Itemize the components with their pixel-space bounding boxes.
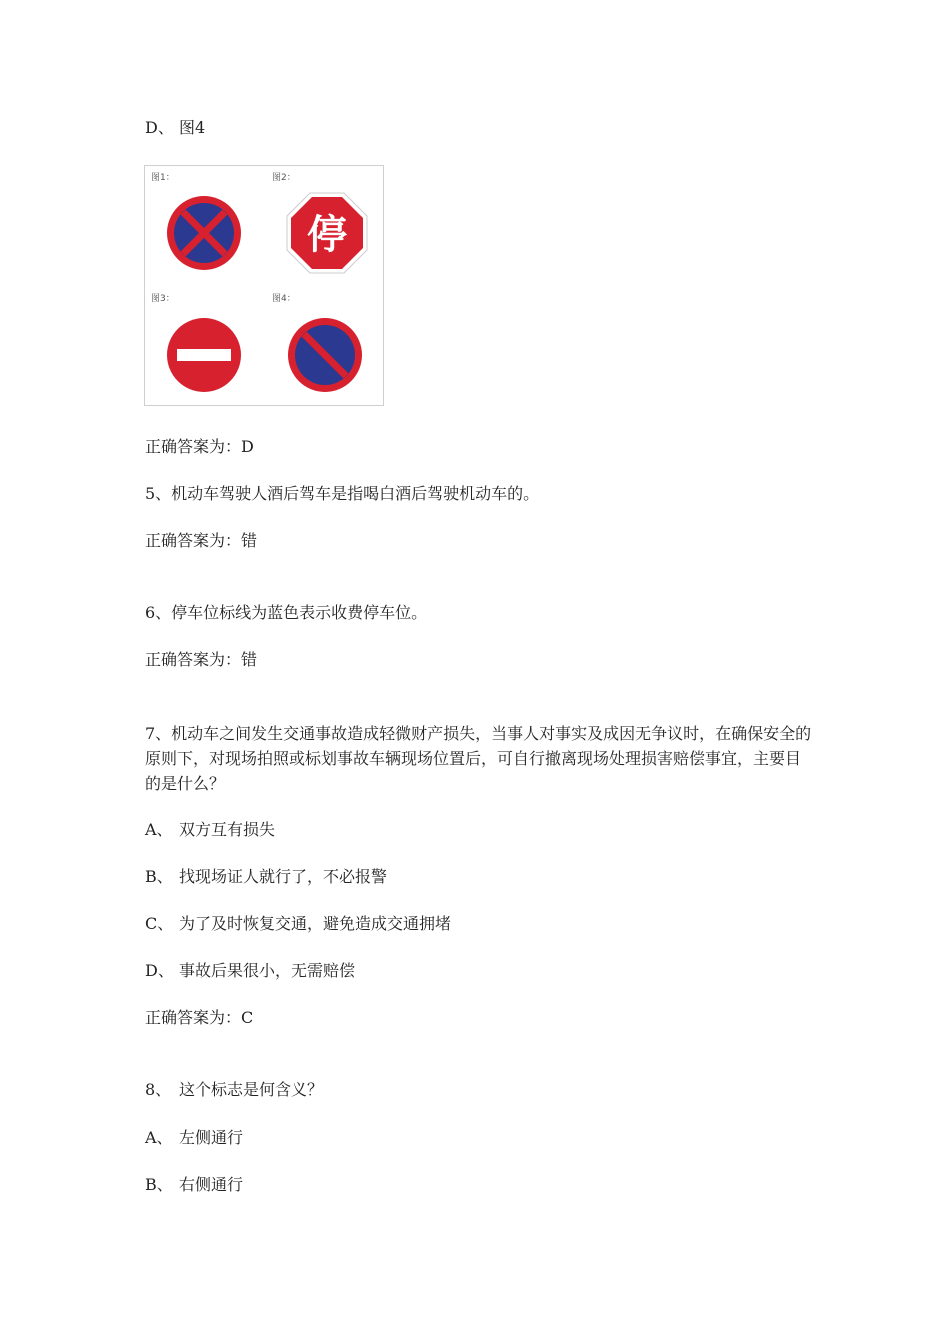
q4-option-d (145, 116, 205, 140)
option-text: 右侧通行 (179, 1175, 244, 1194)
q6-answer: 正确答案为：错 (145, 650, 258, 669)
option-letter: A、 (145, 1128, 173, 1147)
q6-question: 6、停车位标线为蓝色表示收费停车位。 (145, 603, 428, 622)
q7-answer: 正确答案为：C (145, 1008, 254, 1027)
q8-option-a (145, 1126, 243, 1150)
question-text: 这个标志是何含义？ (179, 1080, 324, 1099)
q7-option-a (145, 818, 275, 842)
option-text: 双方互有损失 (179, 820, 276, 839)
traffic-signs-figure (144, 165, 384, 406)
no-entry-sign-icon (163, 314, 245, 396)
option-text: 事故后果很小，无需赔偿 (179, 961, 356, 980)
q5-answer: 正确答案为：错 (145, 531, 258, 550)
option-letter: D、 (145, 961, 174, 980)
option-letter: A、 (145, 820, 173, 839)
stop-sign-text: 停 (307, 212, 347, 258)
figure-label-2: 图2： (272, 173, 296, 183)
option-text: 找现场证人就行了，不必报警 (179, 867, 388, 886)
q7-option-d (145, 959, 355, 983)
q7-option-b (145, 865, 387, 889)
q5-question: 5、机动车驾驶人酒后驾车是指喝白酒后驾驶机动车的。 (145, 484, 540, 503)
option-letter: B、 (145, 867, 173, 886)
stop-sign-icon (285, 191, 369, 275)
q8-option-b (145, 1173, 243, 1197)
figure-label-1: 图1： (151, 173, 175, 183)
option-text: 左侧通行 (179, 1128, 244, 1147)
option-text: 图4 (179, 118, 206, 137)
q7-option-c (145, 912, 451, 936)
option-letter: D、 (145, 118, 174, 137)
figure-label-4: 图4： (272, 294, 296, 304)
option-text: 为了及时恢复交通，避免造成交通拥堵 (179, 914, 452, 933)
q8-question (145, 1078, 323, 1102)
option-letter: B、 (145, 1175, 173, 1194)
no-stopping-sign-icon (163, 192, 245, 274)
question-number: 8、 (145, 1080, 172, 1099)
q4-answer: 正确答案为：D (145, 437, 254, 456)
option-letter: C、 (145, 914, 174, 933)
figure-label-3: 图3： (151, 294, 175, 304)
q7-question: 7、机动车之间发生交通事故造成轻微财产损失，当事人对事实及成因无争议时，在确保安全的原则下，对现场拍照或标划事故车辆现场位置后，可自行撤离现场处理损害赔偿事宜，主要目的是什么？ (145, 724, 812, 793)
no-parking-sign-icon (284, 314, 366, 396)
